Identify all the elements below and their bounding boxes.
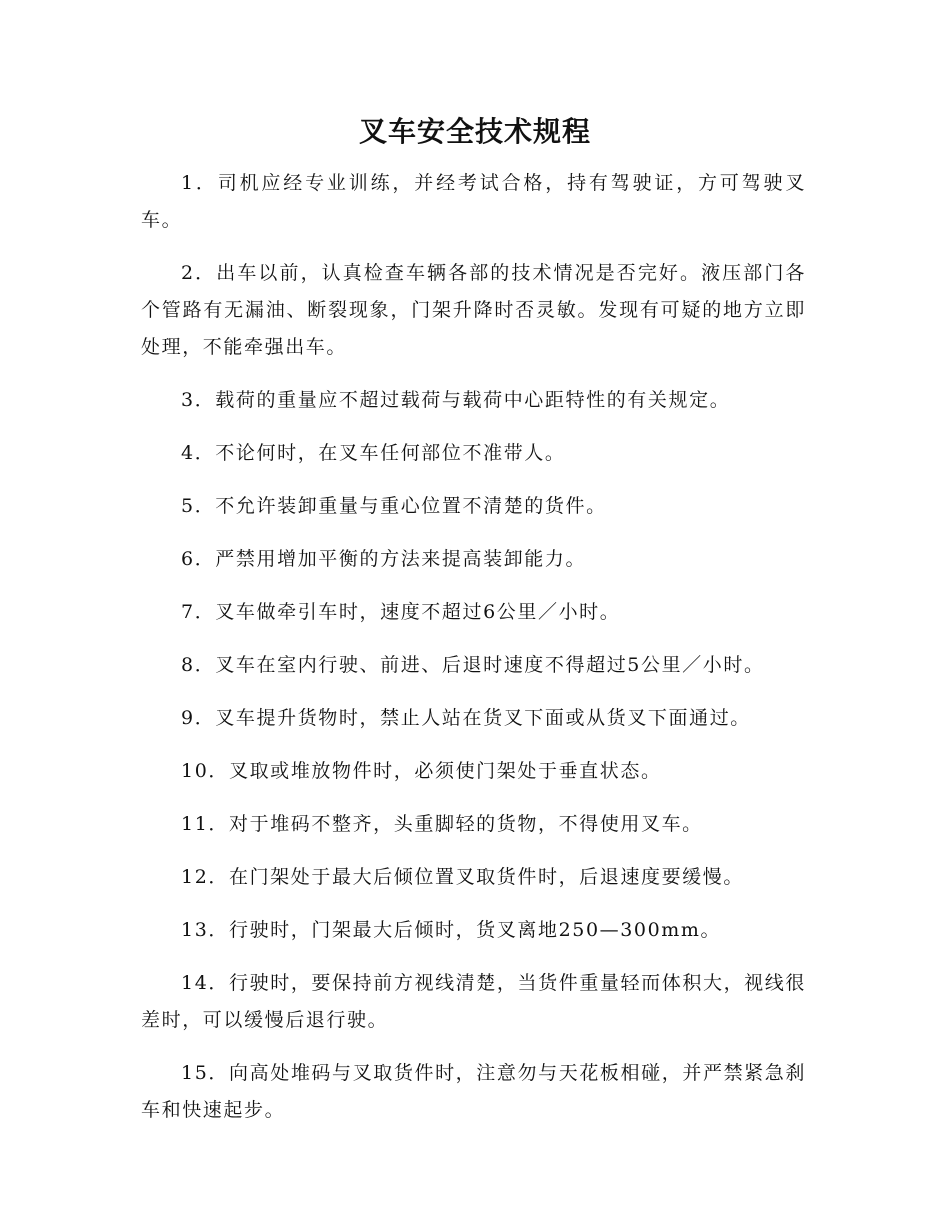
rule-item: 11．对于堆码不整齐，头重脚轻的货物，不得使用叉车。: [181, 813, 703, 835]
rule-item: 10．叉取或堆放物件时，必须使门架处于垂直状态。: [181, 760, 662, 782]
rule-item: 1．司机应经专业训练，并经考试合格，持有驾驶证，方可驾驶叉车。: [141, 172, 806, 231]
rule-item: 9．叉车提升货物时，禁止人站在货叉下面或从货叉下面通过。: [181, 707, 751, 729]
rule-item: 8．叉车在室内行驶、前进、后退时速度不得超过5公里／小时。: [181, 654, 765, 676]
rule-item: 14．行驶时，要保持前方视线清楚，当货件重量轻而体积大，视线很差时，可以缓慢后退行驶。: [141, 972, 806, 1031]
rule-item: 3．载荷的重量应不超过载荷与载荷中心距特性的有关规定。: [181, 389, 731, 411]
rule-item: 15．向高处堆码与叉取货件时，注意勿与天花板相碰，并严禁紧急刹车和快速起步。: [141, 1062, 806, 1121]
rule-item: 7．叉车做牵引车时，速度不超过6公里／小时。: [181, 601, 621, 623]
document-title: 叉车安全技术规程: [358, 115, 591, 148]
rule-item: 12．在门架处于最大后倾位置叉取货件时，后退速度要缓慢。: [181, 866, 744, 888]
rule-item: 13．行驶时，门架最大后倾时，货叉离地250—300mm。: [181, 919, 722, 941]
rule-item: 5．不允许装卸重量与重心位置不清楚的货件。: [181, 495, 607, 517]
rule-item: 2．出车以前，认真检查车辆各部的技术情况是否完好。液压部门各个管路有无漏油、断裂现象，门架升降时否灵敏。发现有可疑的地方立即处理，不能牵强出车。: [141, 262, 806, 358]
rules-list: [141, 165, 806, 1145]
rule-item: 4．不论何时，在叉车任何部位不准带人。: [181, 442, 566, 464]
rule-item: 6．严禁用增加平衡的方法来提高装卸能力。: [181, 548, 587, 570]
